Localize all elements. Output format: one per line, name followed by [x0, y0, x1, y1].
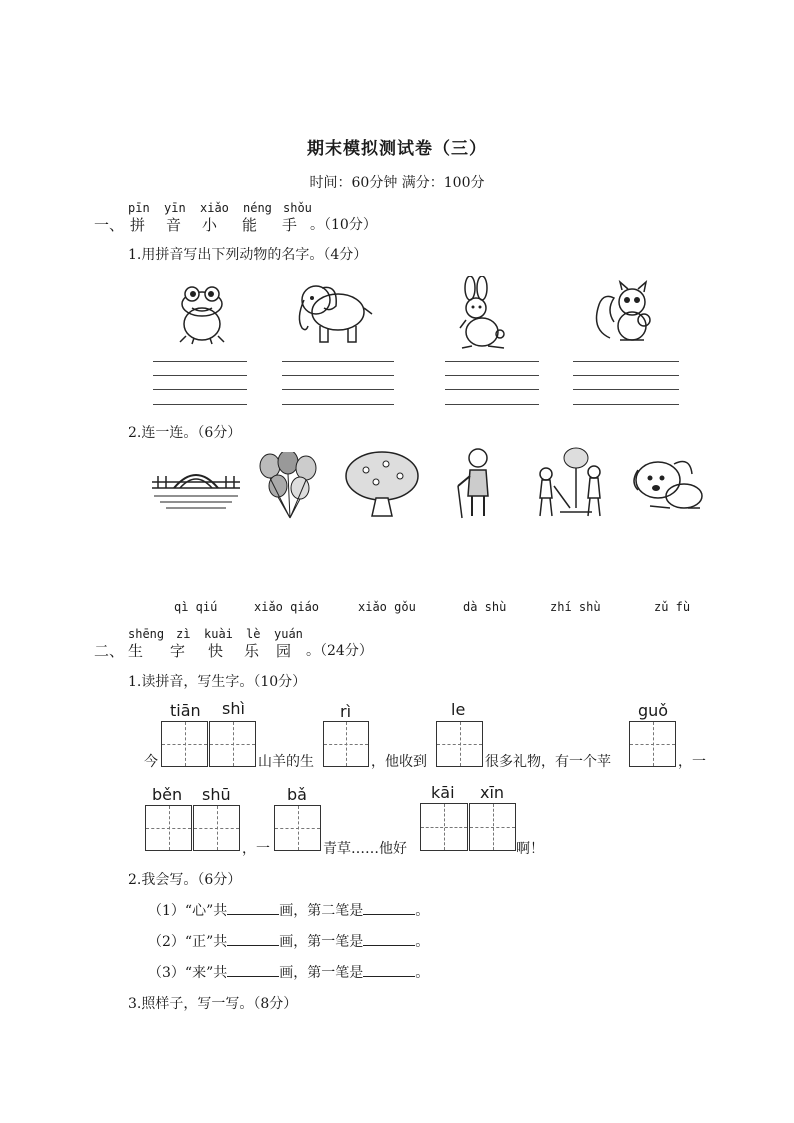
pinyin: zì	[176, 627, 191, 641]
item-end: 。	[415, 903, 430, 919]
match-word[interactable]: qì qiú	[174, 600, 218, 614]
balloons-icon	[256, 452, 324, 520]
character-writing-box[interactable]	[193, 805, 240, 851]
sentence-text: 很多礼物，有一个苹	[485, 754, 611, 770]
pinyin: yuán	[274, 627, 303, 641]
item-text: 画，第二笔是	[279, 903, 364, 919]
match-word[interactable]: zhí shù	[550, 600, 601, 614]
character-writing-box[interactable]	[629, 721, 676, 767]
stroke-question-1	[148, 900, 429, 920]
sentence-text: 啊！	[516, 841, 544, 857]
stroke-question-2	[148, 931, 429, 951]
item-text: 画，第一笔是	[279, 934, 364, 950]
pinyin-writing-lines[interactable]	[153, 361, 247, 405]
pinyin: yīn	[164, 201, 186, 215]
heading-char: 字	[170, 642, 186, 660]
item-char: “来”共	[184, 965, 228, 981]
sentence-text: 今	[144, 754, 158, 770]
pinyin: lè	[246, 627, 261, 641]
pinyin: shēng	[128, 627, 165, 641]
bridge-icon	[150, 462, 242, 514]
item-char: “心”共	[184, 903, 228, 919]
answer-blank[interactable]	[363, 962, 415, 977]
item-end: 。	[415, 934, 430, 950]
pinyin-prompt: rì	[340, 702, 352, 721]
pinyin-prompt: běn	[152, 785, 183, 804]
sentence-text: ，一	[678, 754, 706, 770]
sentence-text: ，他收到	[371, 754, 427, 770]
pinyin-prompt: le	[451, 700, 466, 719]
match-pinyin-words	[0, 600, 794, 616]
answer-blank[interactable]	[363, 931, 415, 946]
pinyin-prompt: shū	[202, 785, 231, 804]
item-number: （2）	[148, 934, 185, 950]
question-2-2-label: 2.我会写。（6分）	[128, 872, 242, 888]
tree-icon	[342, 448, 422, 518]
planting-tree-icon	[530, 446, 608, 520]
character-writing-box[interactable]	[420, 803, 468, 851]
heading-char: 园	[276, 642, 292, 660]
section-score: 。（10分）	[310, 217, 377, 233]
item-number: （1）	[148, 903, 185, 919]
character-writing-box[interactable]	[209, 721, 256, 767]
page-title: 期末模拟测试卷（三）	[307, 139, 487, 159]
section2-pinyin	[128, 627, 328, 641]
section-number: 二、	[94, 642, 125, 660]
pinyin-writing-lines[interactable]	[573, 361, 679, 405]
pinyin: néng	[243, 201, 272, 215]
heading-char: 小	[202, 216, 218, 234]
sentence-text: ，一	[242, 841, 270, 857]
question-2-3-label: 3.照样子，写一写。（8分）	[128, 996, 298, 1012]
heading-char: 乐	[244, 642, 260, 660]
exam-time-score: 时间：60分钟 满分：100分	[309, 175, 485, 191]
answer-blank[interactable]	[227, 900, 279, 915]
squirrel-icon	[592, 280, 658, 346]
answer-blank[interactable]	[227, 962, 279, 977]
character-writing-box[interactable]	[161, 721, 208, 767]
pinyin: pīn	[128, 201, 150, 215]
sentence-text: 青草……他好	[323, 841, 407, 857]
frog-icon	[172, 280, 232, 346]
sentence-text: 山羊的生	[258, 754, 314, 770]
match-word[interactable]: xiǎo qiáo	[254, 600, 320, 614]
section-score: 。（24分）	[306, 643, 373, 659]
answer-blank[interactable]	[227, 931, 279, 946]
pinyin-prompt: shì	[222, 699, 245, 718]
section1-pinyin	[128, 201, 328, 215]
heading-char: 音	[166, 216, 182, 234]
character-writing-box[interactable]	[469, 803, 516, 851]
question-1-2-label: 2.连一连。（6分）	[128, 425, 242, 441]
heading-char: 手	[282, 216, 298, 234]
character-writing-box[interactable]	[436, 721, 483, 767]
pinyin-prompt: guǒ	[638, 701, 669, 720]
pinyin: shǒu	[283, 201, 312, 215]
heading-char: 生	[128, 642, 144, 660]
heading-char: 拼	[130, 216, 146, 234]
match-word[interactable]: zǔ fù	[654, 600, 691, 614]
character-writing-box[interactable]	[274, 805, 321, 851]
question-1-1-label: 1.用拼音写出下列动物的名字。（4分）	[128, 247, 368, 263]
match-word[interactable]: dà shù	[463, 600, 507, 614]
pinyin: kuài	[204, 627, 233, 641]
rabbit-icon	[452, 276, 512, 352]
heading-char: 能	[242, 216, 258, 234]
item-end: 。	[415, 965, 430, 981]
pinyin-writing-lines[interactable]	[445, 361, 539, 405]
puppy-icon	[630, 452, 704, 514]
pinyin: xiǎo	[200, 201, 229, 215]
heading-char: 快	[208, 642, 224, 660]
item-char: “正”共	[184, 934, 228, 950]
pinyin-prompt: tiān	[170, 701, 201, 720]
elephant-icon	[294, 278, 374, 346]
section2-heading	[94, 640, 494, 660]
grandpa-icon	[452, 446, 502, 520]
section-number: 一、	[94, 216, 125, 234]
section1-heading	[94, 214, 494, 234]
character-writing-box[interactable]	[323, 721, 369, 767]
character-writing-box[interactable]	[145, 805, 192, 851]
answer-blank[interactable]	[363, 900, 415, 915]
stroke-question-3	[148, 962, 429, 982]
pinyin-writing-lines[interactable]	[282, 361, 394, 405]
pinyin-prompt: kāi	[431, 783, 455, 802]
question-2-1-label: 1.读拼音，写生字。（10分）	[128, 674, 307, 690]
item-text: 画，第一笔是	[279, 965, 364, 981]
item-number: （3）	[148, 965, 185, 981]
match-word[interactable]: xiǎo gǒu	[358, 600, 416, 614]
pinyin-prompt: xīn	[480, 783, 505, 802]
pinyin-prompt: bǎ	[287, 785, 307, 804]
